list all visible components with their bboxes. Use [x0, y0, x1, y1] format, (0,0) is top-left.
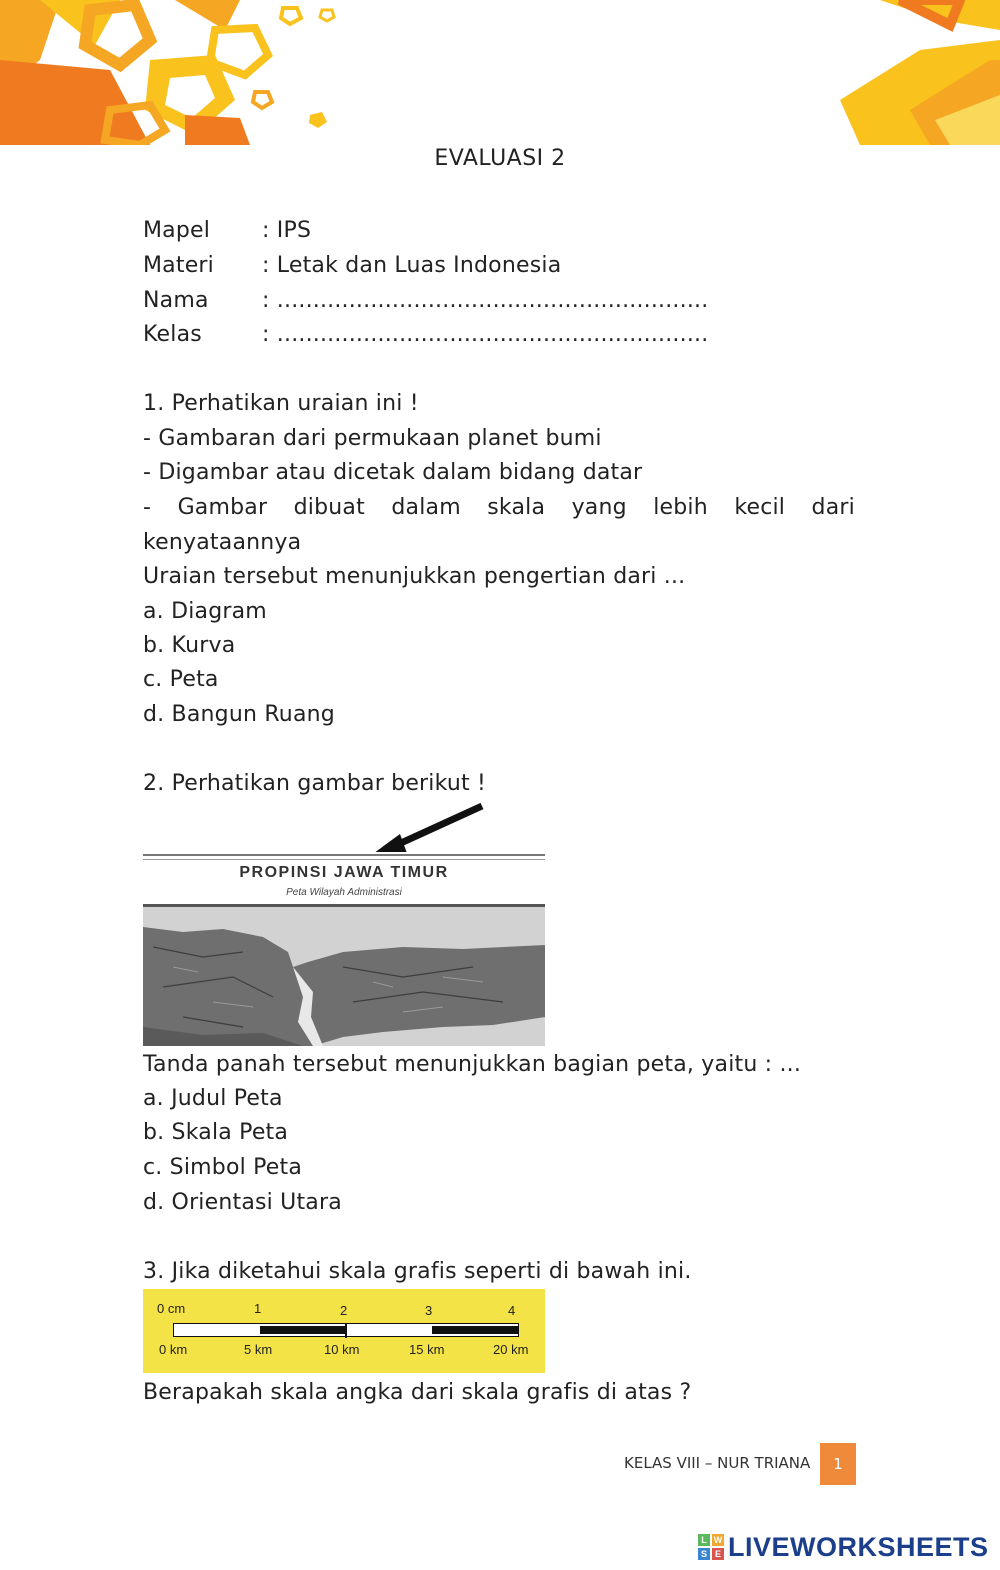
info-label-materi: Materi	[143, 253, 214, 278]
q2-question: Tanda panah tersebut menunjukkan bagian peta, yaitu : ...	[143, 1052, 802, 1077]
logo-letter: E	[712, 1548, 724, 1560]
q1-point: - Gambaran dari permukaan planet bumi	[143, 426, 602, 451]
q1-word: Gambar	[177, 495, 268, 520]
q2-option-d[interactable]: d. Orientasi Utara	[143, 1190, 342, 1215]
scale-bottom-label: 10 km	[324, 1342, 360, 1357]
info-label-kelas: Kelas	[143, 322, 202, 347]
q1-option-c[interactable]: c. Peta	[143, 667, 219, 692]
q2-prompt: 2. Perhatikan gambar berikut !	[143, 771, 487, 796]
scale-top-label: 2	[340, 1303, 348, 1318]
scale-top-label: 1	[254, 1301, 262, 1316]
page-title: EVALUASI 2	[434, 146, 566, 171]
q1-point: - Digambar atau dicetak dalam bidang datar	[143, 460, 643, 485]
liveworksheets-brand[interactable]	[698, 1530, 989, 1564]
q3-prompt: 3. Jika diketahui skala grafis seperti di bawah ini.	[143, 1259, 692, 1284]
q1-word: dibuat	[293, 495, 365, 520]
q1-option-b[interactable]: b. Kurva	[143, 633, 236, 658]
q1-word: -	[143, 495, 152, 520]
info-value-kelas[interactable]: : ............................................................	[262, 322, 709, 347]
scale-top-label: 0 cm	[157, 1301, 186, 1316]
map-subtitle: Peta Wilayah Administrasi	[286, 887, 402, 898]
graphic-scale-image	[143, 1289, 545, 1373]
scale-bottom-label: 15 km	[409, 1342, 445, 1357]
q1-word: yang	[571, 495, 627, 520]
scale-bar-segment	[432, 1326, 518, 1334]
q1-justified-line	[143, 491, 855, 525]
info-value-nama[interactable]: : ............................................................	[262, 288, 709, 313]
logo-letter: W	[713, 1535, 723, 1545]
q1-word: kecil	[734, 495, 786, 520]
q1-option-d[interactable]: d. Bangun Ruang	[143, 702, 335, 727]
q1-option-a[interactable]: a. Diagram	[143, 599, 267, 624]
q1-word: lebih	[653, 495, 708, 520]
scale-top-label: 4	[508, 1303, 516, 1318]
q1-prompt: 1. Perhatikan uraian ini !	[143, 391, 419, 416]
page-number: 1	[820, 1443, 856, 1485]
header-decoration-left	[0, 0, 340, 145]
q1-question: Uraian tersebut menunjukkan pengertian dari ...	[143, 564, 686, 589]
map-title: PROPINSI JAWA TIMUR	[239, 864, 449, 881]
logo-letter: L	[698, 1534, 710, 1546]
map-image	[143, 852, 545, 1046]
q3-question: Berapakah skala angka dari skala grafis di atas ?	[143, 1380, 692, 1405]
liveworksheets-logo-icon	[698, 1534, 724, 1560]
info-label-nama: Nama	[143, 288, 209, 313]
scale-bottom-label: 5 km	[244, 1342, 273, 1357]
map-top-rule	[143, 859, 545, 860]
q1-word: skala	[487, 495, 546, 520]
q1-word: dari	[811, 495, 855, 520]
info-value-materi: : Letak dan Luas Indonesia	[262, 253, 562, 278]
scale-bar-tick	[345, 1323, 347, 1338]
scale-top-label: 3	[425, 1303, 433, 1318]
q1-word: dalam	[391, 495, 461, 520]
map-terrain	[143, 907, 545, 1046]
info-label-mapel: Mapel	[143, 218, 211, 243]
scale-bottom-label: 20 km	[493, 1342, 529, 1357]
brand-name: LIVEWORKSHEETS	[728, 1531, 989, 1562]
q1-continuation: kenyataannya	[143, 530, 302, 555]
q2-option-b[interactable]: b. Skala Peta	[143, 1120, 289, 1145]
scale-bar-segment	[260, 1326, 346, 1334]
map-top-rule	[143, 854, 545, 856]
arrow-icon	[360, 800, 490, 860]
info-value-mapel: : IPS	[262, 218, 312, 243]
q2-option-c[interactable]: c. Simbol Peta	[143, 1155, 303, 1180]
q2-option-a[interactable]: a. Judul Peta	[143, 1086, 283, 1111]
footer-text: KELAS VIII – NUR TRIANA	[624, 1454, 811, 1472]
scale-bottom-label: 0 km	[159, 1342, 188, 1357]
header-decoration-right	[840, 0, 1000, 145]
logo-letter: S	[698, 1548, 710, 1560]
